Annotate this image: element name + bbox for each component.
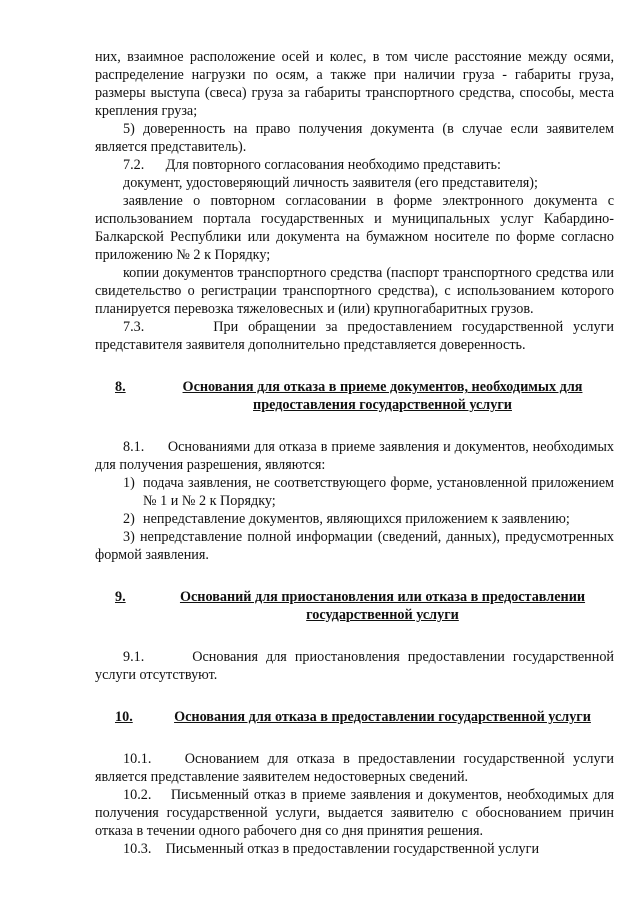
paragraph-text: Основания для приостановления предоставлении государственной услуги отсутствуют. [95,649,615,683]
list-text: подача заявления, не соответствующего форме, установленной приложением № 1 и № 2 к Порядку; [143,475,614,509]
paragraph-8-1 [95,438,614,474]
paragraph-text: Основаниями для отказа в приеме заявления и документов, необходимых для получения разрешения, являются: [95,439,614,473]
paragraph-10-3 [95,840,614,858]
list-number: 2) [123,511,135,527]
section-number: 10. [115,709,133,725]
paragraph-7-2-b: заявление о повторном согласовании в форме электронного документа с использованием портала государственных и муниципальных услуг Кабардино-Балкарской Республики или документа на бумажном носителе по форме согласно приложению № 2 к Порядку; [95,193,614,263]
paragraph-number: 7.3. [123,319,145,335]
paragraph-number: 10.1. [123,751,152,767]
paragraph-9-1 [95,648,614,684]
section-title: Основания для отказа в приеме документов, необходимых для предоставления государственной услуги [182,379,583,413]
list-text: непредставление документов, являющихся приложением к заявлению; [143,511,570,527]
section-title: Основания для отказа в предоставлении государственной услуги [174,709,591,725]
list-item [95,528,614,564]
paragraph-text: Основанием для отказа в предоставлении государственной услуги является представление заявителем недостоверных сведений. [95,751,614,785]
paragraph-number: 9.1. [123,649,145,665]
paragraph-number: 10.3. [123,841,152,857]
paragraph-number: 8.1. [123,439,145,455]
paragraph-text: Письменный отказ в приеме заявления и документов, необходимых для получения государственной услуги, выдается заявителю с обоснованием причин отказа в течении одного рабочего дня со дня принятия решения. [95,787,614,839]
section-8-heading [95,378,614,414]
list-item [95,474,614,510]
list-item-5: 5) доверенность на право получения документа (в случае если заявителем является представитель). [95,121,614,155]
section-9-heading [95,588,614,624]
paragraph-7-2-a: документ, удостоверяющий личность заявителя (его представителя); [123,175,538,191]
paragraph-text: Для повторного согласования необходимо представить: [165,157,501,173]
paragraph-number: 10.2. [123,787,152,803]
list-item [95,510,614,528]
paragraph-text: При обращении за предоставлением государственной услуги представителя заявителя дополнительно представляется доверенность. [95,319,614,353]
paragraph-7-2 [95,156,614,174]
list-text-body: непредставление полной информации (сведений, данных), предусмотренных формой заявления. [95,529,614,563]
paragraph-10-2 [95,786,614,840]
section-10-heading [95,708,614,726]
paragraph-number: 7.2. [123,157,145,173]
list-number: 1) [123,475,135,491]
list-text [95,528,614,564]
paragraph-7-2-c: копии документов транспортного средства (паспорт транспортного средства или свидетельство о регистрации транспортного средства), с использованием которого планируется перевозка тяжеловесных и (или) крупногабаритных грузов. [95,265,614,317]
paragraph-7-3 [95,318,614,354]
paragraph-10-1 [95,750,614,786]
section-title: Оснований для приостановления или отказа в предоставлении государственной услуги [179,589,586,623]
section-number: 8. [115,379,126,395]
list-number: 3) [123,529,135,545]
section-number: 9. [115,589,126,605]
paragraph-continuation: них, взаимное расположение осей и колес, в том числе расстояние между осями, распределение нагрузки по осям, а также при наличии груза - габариты груза, размеры выступа (свеса) груза за габариты транспортного средства, способы, места крепления груза; [95,49,614,119]
paragraph-text: Письменный отказ в предоставлении государственной услуги [165,841,540,857]
